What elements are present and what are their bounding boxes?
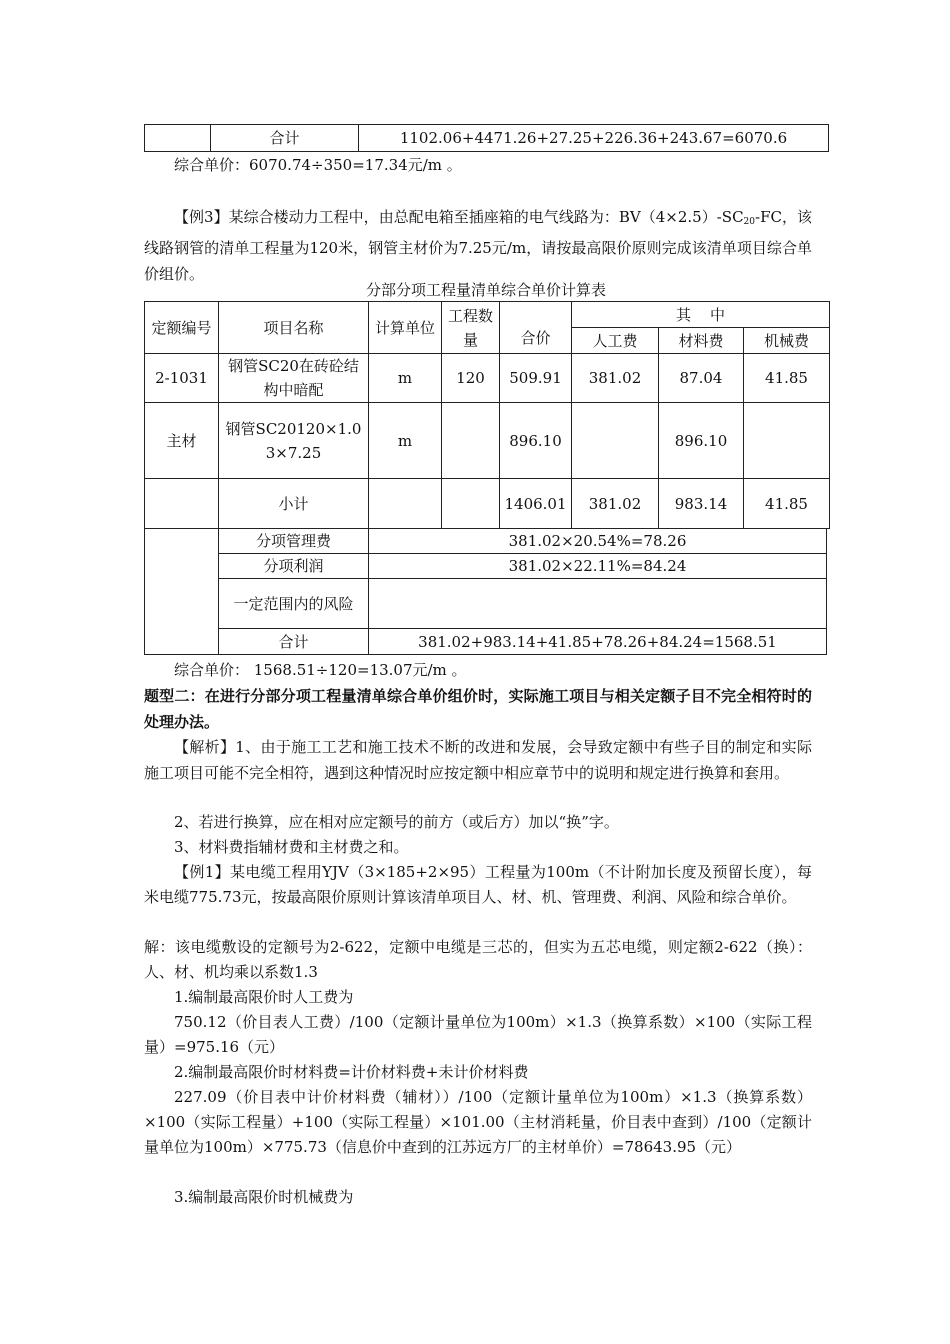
analysis-paragraph-1: 【解析】1、由于施工工艺和施工技术不断的改进和发展，会导致定额中有些子目的制定和实际施工项目可能不完全相符，遇到这种情况时应按定额中相应章节中的说明和规定进行换算和套用。 xyxy=(144,738,812,782)
row-unit: m xyxy=(369,354,442,403)
fee-value: 381.02×22.11%=84.24 xyxy=(369,554,827,579)
fee-value: 381.02+983.14+41.85+78.26+84.24=1568.51 xyxy=(369,629,827,655)
empty-cell xyxy=(145,529,219,554)
fee-value xyxy=(369,579,827,629)
row-code: 2-1031 xyxy=(145,354,219,403)
header-name: 项目名称 xyxy=(219,302,369,354)
header-labor: 人工费 xyxy=(572,328,659,354)
row-qty xyxy=(442,479,500,529)
unit-price-line-2: 综合单价： 1568.51÷120=13.07元/m 。 xyxy=(174,661,467,679)
row-material: 896.10 xyxy=(659,403,744,479)
step-1-title: 1.编制最高限价时人工费为 xyxy=(174,988,354,1006)
step-2-formula: 227.09（价目表中计价材料费（辅材））/100（定额计量单位为100m）×1.3（换算系数）×100（实际工程量）+100（实际工程量）×101.00（主材消耗量，价目表中查到）/100（定额计量单位为100m）×775.73（信息价中查到的江苏远方厂的主材单价）=78643.95（元） xyxy=(144,1088,812,1156)
analysis-paragraph-2: 2、若进行换算，应在相对应定额号的前方（或后方）加以“换”字。 xyxy=(174,813,619,831)
step-2-title: 2.编制最高限价时材料费=计价材料费+未计价材料费 xyxy=(174,1063,529,1081)
previous-table-total-row xyxy=(144,124,829,152)
solution-paragraph: 解：该电缆敷设的定额号为2-622，定额中电缆是三芯的，但实为五芯电缆，则定额2-622（换）：人、材、机均乘以系数1.3 xyxy=(144,938,812,981)
row-qty: 120 xyxy=(442,354,500,403)
fee-table xyxy=(144,528,827,655)
row-code xyxy=(145,479,219,529)
row-unit xyxy=(369,479,442,529)
fee-value: 381.02×20.54%=78.26 xyxy=(369,529,827,554)
row-name: 小计 xyxy=(219,479,369,529)
analysis-paragraph-3: 3、材料费指辅材费和主材费之和。 xyxy=(174,838,409,856)
row-total: 1406.01 xyxy=(500,479,572,529)
row-material: 983.14 xyxy=(659,479,744,529)
fee-row xyxy=(145,579,827,629)
fee-name: 分项管理费 xyxy=(219,529,369,554)
unit-price-line-1: 综合单价：6070.74÷350=17.34元/m 。 xyxy=(174,156,462,174)
type-2-heading: 题型二：在进行分部分项工程量清单综合单价组价时，实际施工项目与相关定额子目不完全相符时的处理办法。 xyxy=(144,687,812,731)
empty-cell xyxy=(145,125,211,152)
header-qty: 工程数量 xyxy=(442,302,500,354)
total-label: 合计 xyxy=(211,125,359,152)
row-machine xyxy=(744,403,830,479)
total-formula: 1102.06+4471.26+27.25+226.36+243.67=6070.6 xyxy=(359,125,829,152)
row-labor xyxy=(572,403,659,479)
fee-row xyxy=(145,629,827,655)
row-unit: m xyxy=(369,403,442,479)
row-code: 主材 xyxy=(145,403,219,479)
empty-cell xyxy=(145,554,219,579)
row-total: 509.91 xyxy=(500,354,572,403)
header-code: 定额编号 xyxy=(145,302,219,354)
row-qty xyxy=(442,403,500,479)
unit-price-table xyxy=(144,301,830,529)
row-labor: 381.02 xyxy=(572,354,659,403)
row-material: 87.04 xyxy=(659,354,744,403)
row-total: 896.10 xyxy=(500,403,572,479)
fee-name: 一定范围内的风险 xyxy=(219,579,369,629)
table-row xyxy=(145,403,830,479)
header-group: 其 中 xyxy=(572,302,830,328)
header-total: 合价 xyxy=(500,302,572,354)
example-3-paragraph: 【例3】某综合楼动力工程中，由总配电箱至插座箱的电气线路为：$BV(4\times 2.5)-SC_{20}-FC$，该线路钢管的清单工程量为120米，钢管主材价为7.25元/m，请按最高限价原则完成该清单项目综合单价组价。 xyxy=(144,208,812,283)
fee-name: 合计 xyxy=(219,629,369,655)
row-name: 钢管SC20在砖砼结构中暗配 xyxy=(219,354,369,403)
fee-row xyxy=(145,529,827,554)
step-3-title: 3.编制最高限价时机械费为 xyxy=(174,1188,354,1206)
header-material: 材料费 xyxy=(659,328,744,354)
row-machine: 41.85 xyxy=(744,479,830,529)
table-caption: 分部分项工程量清单综合单价计算表 xyxy=(365,281,606,299)
step-1-formula: 750.12（价目表人工费）/100（定额计量单位为100m）×1.3（换算系数）×100（实际工程量）=975.16（元） xyxy=(144,1013,812,1056)
row-name: 钢管SC20120×1.03×7.25 xyxy=(219,403,369,479)
fee-row xyxy=(145,554,827,579)
empty-cell xyxy=(145,579,219,629)
header-unit: 计算单位 xyxy=(369,302,442,354)
table-row xyxy=(145,479,830,529)
header-machine: 机械费 xyxy=(744,328,830,354)
row-machine: 41.85 xyxy=(744,354,830,403)
table-row xyxy=(145,354,830,403)
example-1-paragraph: 【例1】某电缆工程用YJV（3×185+2×95）工程量为100m（不计附加长度及预留长度），每米电缆775.73元，按最高限价原则计算该清单项目人、材、机、管理费、利润、风险和综合单价。 xyxy=(144,863,812,906)
empty-cell xyxy=(145,629,219,655)
fee-name: 分项利润 xyxy=(219,554,369,579)
row-labor: 381.02 xyxy=(572,479,659,529)
